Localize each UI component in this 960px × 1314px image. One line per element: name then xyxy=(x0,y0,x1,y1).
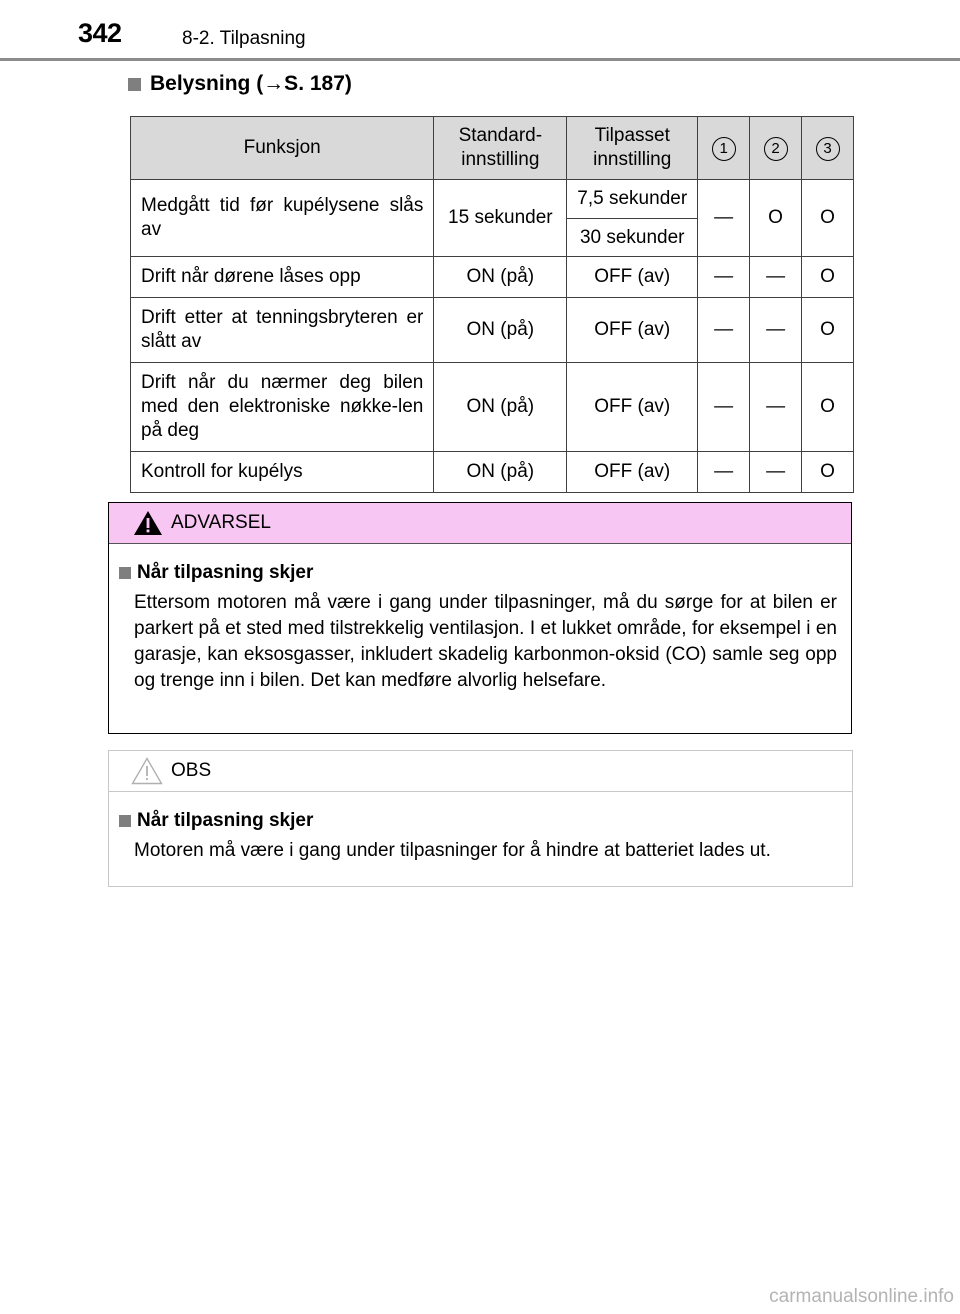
row-col1: — xyxy=(698,180,750,257)
row-col1: — xyxy=(698,452,750,493)
col-header-custom: Tilpasset innstilling xyxy=(567,117,698,180)
settings-table xyxy=(130,116,854,493)
table-row xyxy=(131,452,854,493)
notice-box xyxy=(108,750,853,887)
warning-box xyxy=(108,502,852,734)
notice-body xyxy=(109,792,852,864)
square-bullet-icon xyxy=(119,815,131,827)
row-default: 15 sekunder xyxy=(434,180,567,257)
col-header-default: Standard-innstilling xyxy=(434,117,567,180)
table-header-row xyxy=(131,117,854,180)
square-bullet-icon xyxy=(119,567,131,579)
circled-number-3-icon: 3 xyxy=(816,137,840,161)
row-default: ON (på) xyxy=(434,363,567,452)
header-divider xyxy=(0,58,960,61)
col-header-2 xyxy=(750,117,802,180)
row-col3: O xyxy=(802,180,854,257)
row-col3: O xyxy=(802,452,854,493)
row-col2: — xyxy=(750,298,802,363)
table-row xyxy=(131,257,854,298)
row-function: Medgått tid før kupélysene slås av xyxy=(131,180,434,257)
notice-header xyxy=(109,751,852,792)
caution-triangle-icon xyxy=(131,757,163,785)
row-function: Kontroll for kupélys xyxy=(131,452,434,493)
row-col1: — xyxy=(698,363,750,452)
circled-number-1-icon: 1 xyxy=(712,137,736,161)
circled-number-2-icon: 2 xyxy=(764,137,788,161)
warning-title: ADVARSEL xyxy=(171,512,271,533)
notice-subheading xyxy=(119,810,838,832)
row-col2: — xyxy=(750,363,802,452)
warning-triangle-icon xyxy=(133,510,163,536)
row-col3: O xyxy=(802,298,854,363)
row-function: Drift når du nærmer deg bilen med den elektroniske nøkke-len på deg xyxy=(131,363,434,452)
col-header-3 xyxy=(802,117,854,180)
table-row xyxy=(131,363,854,452)
row-function: Drift når dørene låses opp xyxy=(131,257,434,298)
square-bullet-icon xyxy=(128,78,141,91)
row-col2: O xyxy=(750,180,802,257)
notice-text: Motoren må være i gang under tilpasninger for å hindre at batteriet lades ut. xyxy=(134,840,771,861)
section-heading xyxy=(128,72,352,96)
row-function: Drift etter at tenningsbryteren er slått av xyxy=(131,298,434,363)
col-header-1 xyxy=(698,117,750,180)
warning-subheading-text: Når tilpasning skjer xyxy=(137,562,314,583)
row-col3: O xyxy=(802,257,854,298)
row-custom-option: 7,5 sekunder xyxy=(567,180,698,219)
table-row xyxy=(131,180,854,219)
row-col1: — xyxy=(698,257,750,298)
warning-text: Ettersom motoren må være i gang under tilpasninger, må du sørge for at bilen er parkert på et sted med tilstrekkelig ventilasjon. I et lukket område, for eksempel i en garasje, kan eksosgasser, inkludert skadelig karbonmon-oksid (CO) samle seg opp og trenge inn i bilen. Det kan medføre alvorlig helsefare. xyxy=(134,592,837,691)
warning-header xyxy=(109,503,851,544)
notice-subheading-text: Når tilpasning skjer xyxy=(137,810,314,831)
watermark: carmanualsonline.info xyxy=(769,1286,954,1307)
row-custom: OFF (av) xyxy=(567,298,698,363)
row-custom: OFF (av) xyxy=(567,257,698,298)
page-number: 342 xyxy=(78,18,122,48)
notice-title: OBS xyxy=(171,760,212,781)
row-col1: — xyxy=(698,298,750,363)
row-default: ON (på) xyxy=(434,298,567,363)
warning-body xyxy=(109,544,851,694)
row-col3: O xyxy=(802,363,854,452)
chapter-title: 8-2. Tilpasning xyxy=(182,28,306,49)
row-col2: — xyxy=(750,257,802,298)
row-default: ON (på) xyxy=(434,452,567,493)
section-heading-text: Belysning (→S. 187) xyxy=(150,72,352,95)
row-custom-option: 30 sekunder xyxy=(567,219,698,257)
col-header-function: Funksjon xyxy=(131,117,434,180)
warning-subheading xyxy=(119,562,837,584)
table-row xyxy=(131,298,854,363)
row-default: ON (på) xyxy=(434,257,567,298)
row-custom: OFF (av) xyxy=(567,452,698,493)
row-col2: — xyxy=(750,452,802,493)
row-custom: OFF (av) xyxy=(567,363,698,452)
